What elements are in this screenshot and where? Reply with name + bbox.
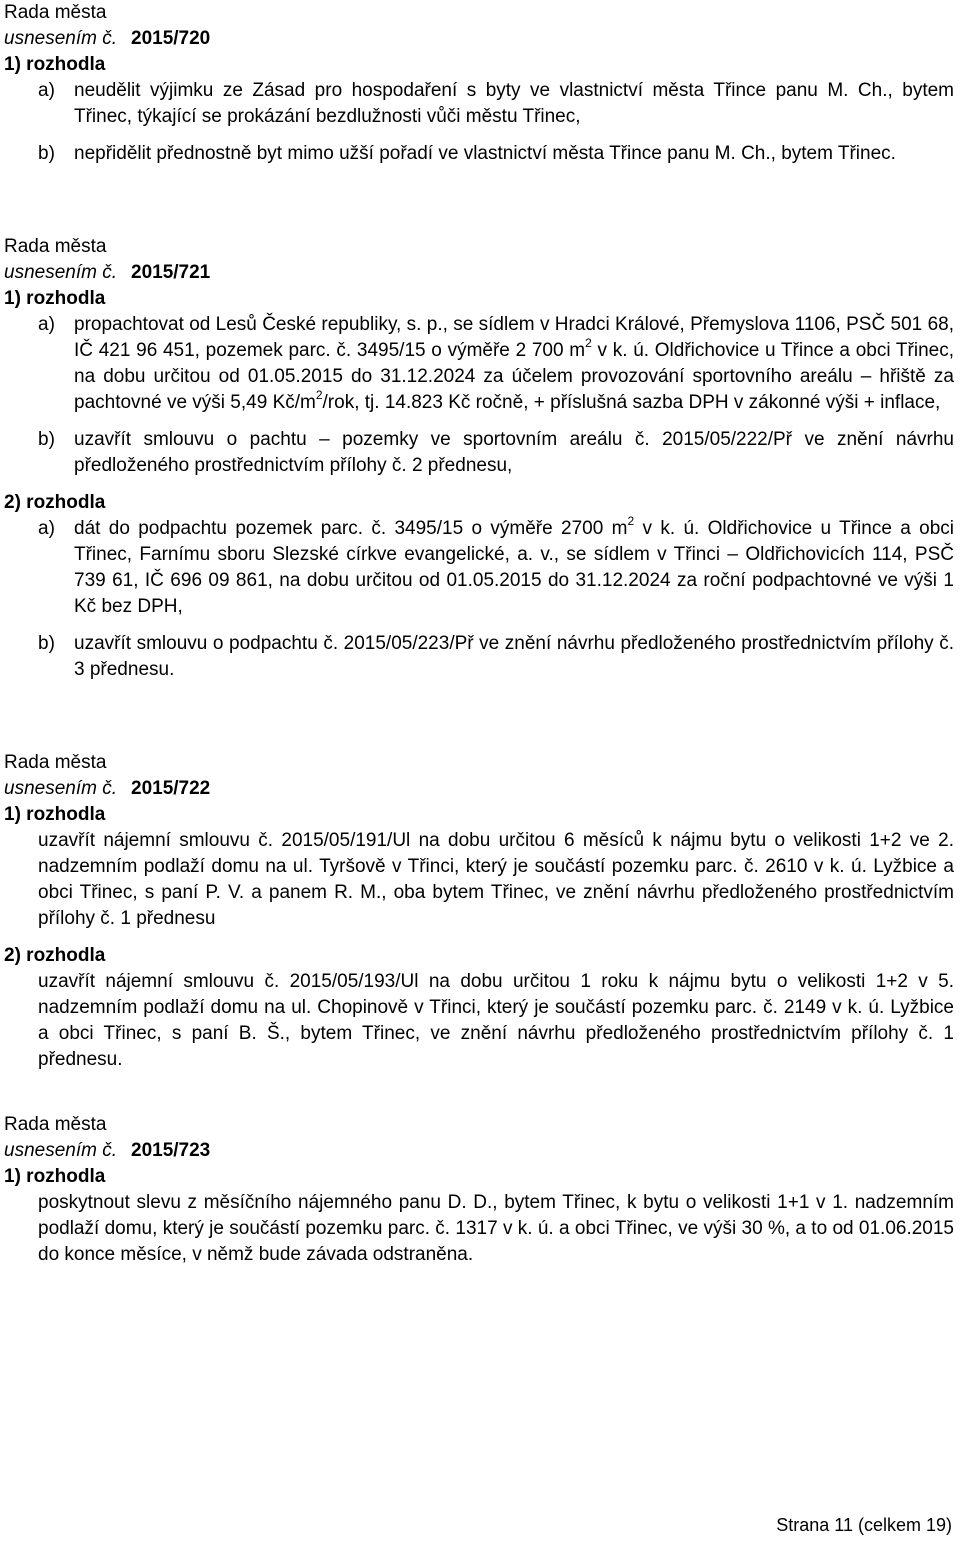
- page-footer: Strana 11 (celkem 19): [776, 1515, 952, 1535]
- item-marker: a): [38, 314, 55, 335]
- decision-heading: 1) rozhodla: [4, 1166, 106, 1187]
- item-marker: b): [38, 143, 55, 164]
- decision-heading: 1) rozhodla: [4, 288, 106, 309]
- item-text: dát do podpachtu pozemek parc. č. 3495/15 o výměře 2700 $m^2$ v k. ú. Oldřichovice u Třince a obci Třinec, Farnímu sboru Slezské církve evangelické, a. v., se sídlem v Třinci – Oldřichovicích 114, PSČ 739 61, IČ 696 09 861, na dobu určitou od 01.05.2015 do 31.12.2024 za roční podpachtovné ve výši 1 Kč bez DPH,: [74, 513, 954, 617]
- list-item: [38, 312, 954, 416]
- resolution-2015-721: [4, 234, 954, 683]
- resolution-number: 2015/723: [131, 1140, 211, 1161]
- list-item: [38, 427, 954, 479]
- item-text: nepřidělit přednostně byt mimo užší pořadí ve vlastnictví města Třince panu M. Ch., bytem Třinec.: [74, 143, 896, 164]
- decision-text: uzavřít nájemní smlouvu č. 2015/05/193/Ul na dobu určitou 1 roku k nájmu bytu o velikosti 1+2 v 5. nadzemním podlaží domu na ul. Chopinově v Třinci, který je součástí pozemku parc. č. 2149 v k. ú. Lyžbice a obci Třinec, s paní B. Š., bytem Třinec, ve znění návrhu předloženého prostřednictvím přílohy č. 1 přednesu.: [38, 971, 954, 1070]
- item-marker: b): [38, 429, 55, 450]
- resolution-number: 2015/720: [131, 28, 211, 49]
- item-text: neudělit výjimku ze Zásad pro hospodaření s byty ve vlastnictví města Třince panu M. Ch., bytem Třinec, týkající se prokázání bezdlužnosti vůči městu Třinec,: [74, 80, 954, 127]
- decision-text: uzavřít nájemní smlouvu č. 2015/05/191/Ul na dobu určitou 6 měsíců k nájmu bytu o velikosti 1+2 ve 2. nadzemním podlaží domu na ul. Tyršově v Třinci, který je součástí pozemku parc. č. 2610 v k. ú. Lyžbice a obci Třinec, s paní P. V. a panem R. M., oba bytem Třinec, ve znění návrhu předloženého prostřednictvím přílohy č. 1 přednesu: [38, 830, 954, 929]
- item-marker: a): [38, 518, 55, 539]
- decision-heading: 2) rozhodla: [4, 492, 106, 513]
- resolution-label: usnesením č.: [4, 1140, 117, 1161]
- item-marker: a): [38, 80, 55, 101]
- resolution-number-line: [4, 1138, 954, 1164]
- resolution-number: 2015/721: [131, 262, 211, 283]
- council-heading: Rada města: [4, 2, 107, 23]
- resolution-label: usnesením č.: [4, 262, 117, 283]
- resolution-number-line: [4, 776, 954, 802]
- resolution-2015-720: [4, 0, 954, 167]
- item-text: uzavřít smlouvu o pachtu – pozemky ve sportovním areálu č. 2015/05/222/Př ve znění návrhu předloženého prostřednictvím přílohy č. 2 přednesu,: [74, 429, 954, 476]
- list-item: [38, 78, 954, 130]
- council-heading: Rada města: [4, 1114, 107, 1135]
- resolution-2015-722: [4, 750, 954, 1073]
- list-item: [38, 141, 954, 167]
- resolution-number-line: [4, 260, 954, 286]
- item-marker: b): [38, 633, 55, 654]
- decision-heading: 1) rozhodla: [4, 54, 106, 75]
- decision-heading: 1) rozhodla: [4, 804, 106, 825]
- list-item: [38, 513, 954, 620]
- decision-heading: 2) rozhodla: [4, 945, 106, 966]
- resolution-label: usnesením č.: [4, 28, 117, 49]
- item-text: uzavřít smlouvu o podpachtu č. 2015/05/223/Př ve znění návrhu předloženého prostřednictvím přílohy č. 3 přednesu.: [74, 633, 954, 680]
- council-heading: Rada města: [4, 752, 107, 773]
- resolution-2015-723: [4, 1112, 954, 1268]
- decision-text: poskytnout slevu z měsíčního nájemného panu D. D., bytem Třinec, k bytu o velikosti 1+1 v 1. nadzemním podlaží domu, který je součástí pozemku parc. č. 1317 v k. ú. a obci Třinec, ve výši 30 %, a to od 01.06.2015 do konce měsíce, v němž bude závada odstraněna.: [38, 1192, 954, 1265]
- council-heading: Rada města: [4, 236, 107, 257]
- item-text: propachtovat od Lesů České republiky, s. p., se sídlem v Hradci Králové, Přemyslova 1106, PSČ 501 68, IČ 421 96 451, pozemek parc. č. 3495/15 o výměře 2 700 $m^2$ v k. ú. Oldřichovice u Třince a obci Třinec, na dobu určitou od 01.05.2015 do 31.12.2024 za účelem provozování sportovního areálu – hřiště za pachtovné ve výši 5,49 $Kč/m^2$/rok, tj. 14.823 Kč ročně, + příslušná sazba DPH v zákonné výši + inflace,: [74, 314, 955, 413]
- resolution-label: usnesením č.: [4, 778, 117, 799]
- resolution-number: 2015/722: [131, 778, 211, 799]
- resolution-number-line: [4, 26, 954, 52]
- list-item: [38, 631, 954, 683]
